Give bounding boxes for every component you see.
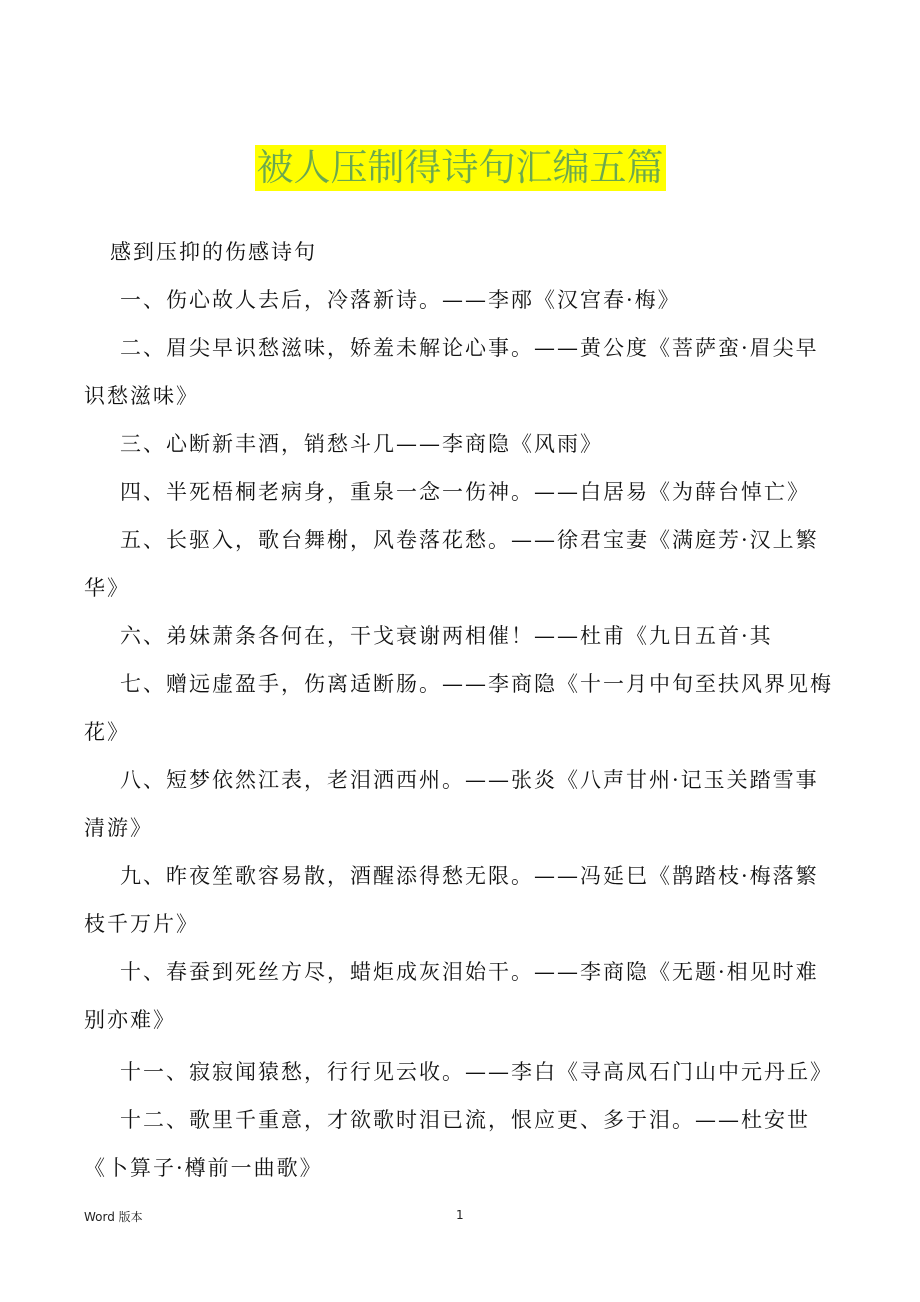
poem-line: 九、昨夜笙歌容易散，酒醒添得愁无限。——冯延巳《鹊踏枝·梅落繁 bbox=[120, 864, 819, 888]
poem-line-continuation: 别亦难》 bbox=[84, 1008, 176, 1032]
poem-line: 四、半死梧桐老病身，重泉一念一伤神。——白居易《为薛台悼亡》 bbox=[120, 480, 810, 504]
poem-line: 六、弟妹萧条各何在，干戈衰谢两相催！——杜甫《九日五首·其 bbox=[120, 624, 773, 648]
poem-line-continuation: 华》 bbox=[84, 576, 130, 600]
poem-line-continuation: 《卜算子·樽前一曲歌》 bbox=[84, 1156, 323, 1180]
poem-line-continuation: 花》 bbox=[84, 720, 130, 744]
poem-line-continuation: 清游》 bbox=[84, 816, 153, 840]
section-subtitle: 感到压抑的伤感诗句 bbox=[110, 240, 317, 264]
document-title: 被人压制得诗句汇编五篇 bbox=[256, 146, 664, 189]
document-body bbox=[84, 228, 854, 1192]
poem-line-continuation: 识愁滋味》 bbox=[84, 384, 199, 408]
page-footer bbox=[84, 1208, 854, 1228]
poem-line: 三、心断新丰酒，销愁斗几——李商隐《风雨》 bbox=[120, 432, 603, 456]
footer-label: Word 版本 bbox=[84, 1210, 143, 1224]
poem-line: 一、伤心故人去后，冷落新诗。——李邴《汉宫春·梅》 bbox=[120, 288, 681, 312]
poem-line: 七、赠远虚盈手，伤离适断肠。——李商隐《十一月中旬至扶风界见梅 bbox=[120, 672, 833, 696]
poem-line: 十、春蚕到死丝方尽，蜡炬成灰泪始干。——李商隐《无题·相见时难 bbox=[120, 960, 819, 984]
title-container bbox=[0, 145, 920, 191]
poem-line-continuation: 枝千万片》 bbox=[84, 912, 199, 936]
page-number: 1 bbox=[456, 1208, 464, 1222]
poem-line: 二、眉尖早识愁滋味，娇羞未解论心事。——黄公度《菩萨蛮·眉尖早 bbox=[120, 336, 819, 360]
poem-line: 五、长驱入，歌台舞榭，风卷落花愁。——徐君宝妻《满庭芳·汉上繁 bbox=[120, 528, 819, 552]
poem-line: 八、短梦依然江表，老泪洒西州。——张炎《八声甘州·记玉关踏雪事 bbox=[120, 768, 819, 792]
poem-line: 十二、歌里千重意，才欲歌时泪已流，恨应更、多于泪。——杜安世 bbox=[120, 1108, 810, 1132]
poem-line: 十一、寂寂闻猿愁，行行见云收。——李白《寻高凤石门山中元丹丘》 bbox=[120, 1060, 833, 1084]
